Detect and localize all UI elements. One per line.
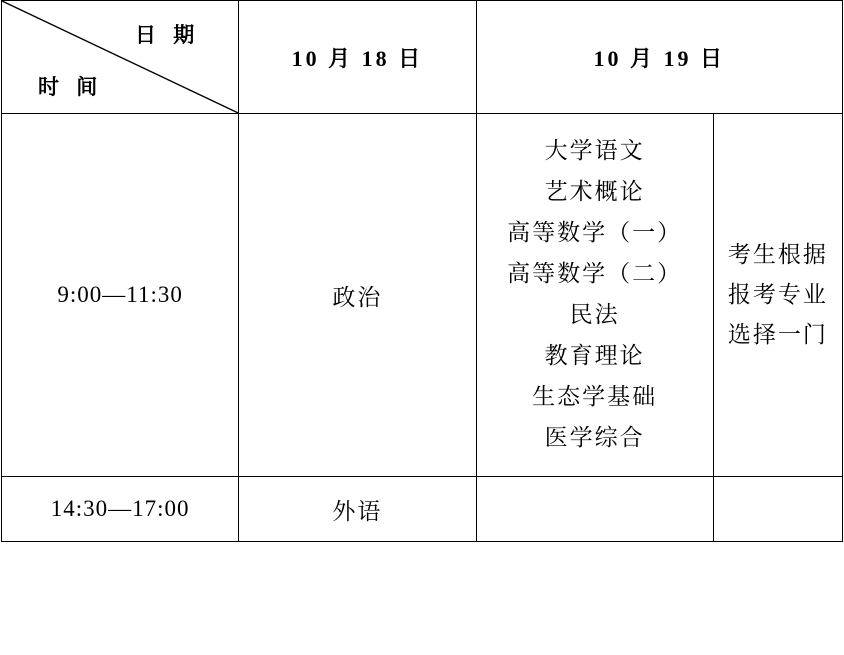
header-day-18: 10 月 18 日: [239, 1, 476, 114]
row-afternoon-time: 14:30—17:00: [2, 477, 239, 542]
row-morning-note: [713, 114, 842, 477]
list-item: 医学综合: [544, 425, 645, 450]
table-row: [2, 477, 843, 542]
row-afternoon-day18-subject: 外语: [239, 477, 476, 542]
list-item: 教育理论: [544, 343, 645, 368]
note-line: 选择一门: [727, 322, 828, 348]
table-row: [2, 114, 843, 477]
exam-schedule-table: [1, 0, 843, 542]
list-item: 生态学基础: [532, 384, 658, 409]
row-morning-time: 9:00—11:30: [2, 114, 239, 477]
table-header-row: [2, 1, 843, 114]
row-afternoon-day19-subject-list: [476, 477, 713, 542]
row-afternoon-note: [713, 477, 842, 542]
corner-header-cell: [2, 1, 239, 114]
list-item: 艺术概论: [544, 179, 645, 204]
row-morning-day19-subject-list: [476, 114, 713, 477]
list-item: 民法: [569, 302, 620, 327]
note-line: 报考专业: [727, 281, 828, 307]
list-item: 高等数学（一）: [507, 220, 683, 245]
list-item: 高等数学（二）: [507, 261, 683, 286]
header-day-19: 10 月 19 日: [476, 1, 842, 114]
list-item: 大学语文: [544, 138, 645, 163]
corner-date-label: 日 期: [135, 23, 201, 47]
note-line: 考生根据: [727, 241, 828, 267]
row-morning-day18-subject: 政治: [239, 114, 476, 477]
corner-time-label: 时 间: [38, 75, 104, 99]
